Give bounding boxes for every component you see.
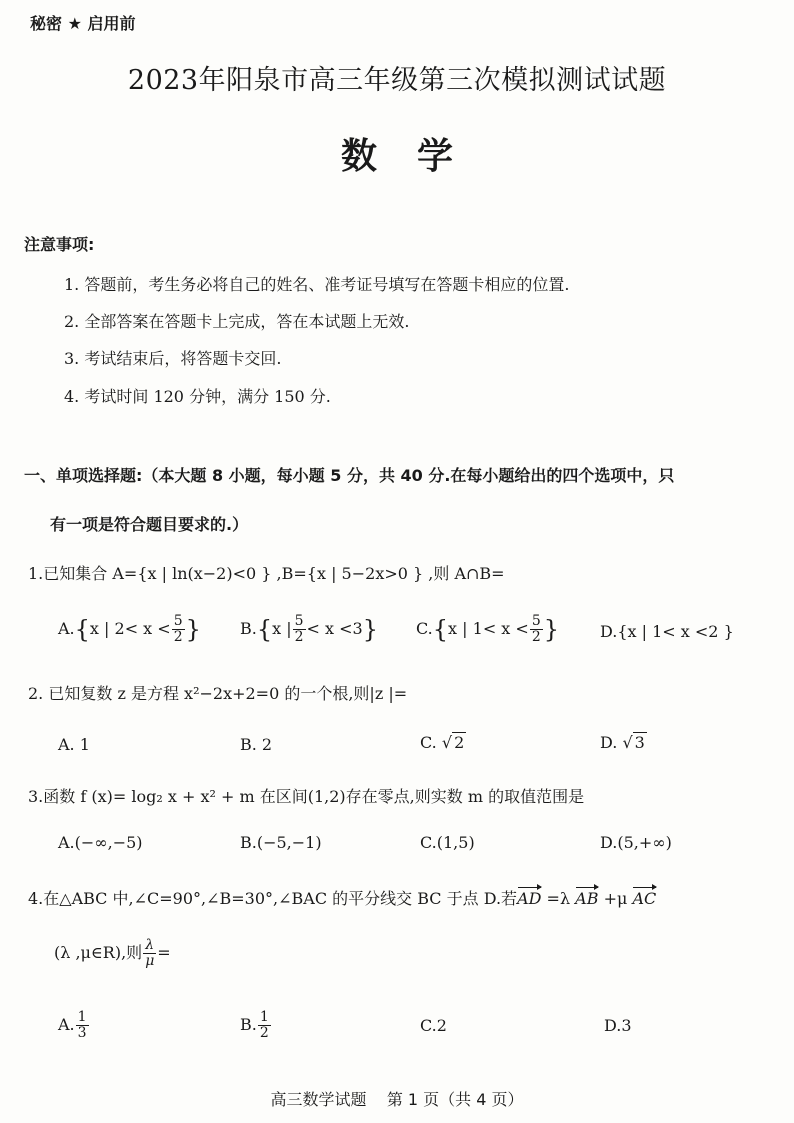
option-text: x | [272, 619, 292, 638]
q4-option-c: C.2 [420, 1016, 447, 1035]
fraction: $\frac{5}{2}$ [531, 613, 541, 645]
q2-option-c: C. √ 2 [420, 733, 465, 752]
secret-label: 秘密 ★ 启用前 [30, 14, 136, 33]
option-label: B. [240, 619, 257, 638]
option-text: x | 1< x < [448, 619, 529, 638]
q2-option-a: A. 1 [58, 735, 90, 754]
vector-ac: AC [632, 889, 657, 908]
q3-option-a: A.(−∞,−5) [58, 833, 143, 852]
notice-item: 3. 考试结束后，将答题卡交回. [64, 349, 282, 368]
q3-option-b: B.(−5,−1) [240, 833, 322, 852]
question-2-text: 2. 已知复数 z 是方程 x²−2x+2=0 的一个根,则|z |= [28, 684, 408, 703]
notice-item: 2. 全部答案在答题卡上完成，答在本试题上无效. [64, 312, 410, 331]
exam-title: 2023年阳泉市高三年级第三次模拟测试试题 [127, 65, 667, 96]
q4-option-b: B. $\frac{1}{2}$ [240, 1009, 269, 1041]
q1-option-b: B.{x | $\frac{5}{2}$ < x <3} [240, 613, 379, 645]
section-heading: 一、单项选择题:（本大题 8 小题，每小题 5 分，共 40 分.在每小题给出的四个选项中，只 [24, 466, 675, 485]
q1-option-c: C.{x | 1< x < $\frac{5}{2}$ } [416, 613, 560, 645]
q3-option-d: D.(5,+∞) [600, 833, 672, 852]
fraction: $\frac{\lambda}{\mu}$ [145, 937, 155, 969]
notice-heading: 注意事项: [24, 235, 95, 254]
question-3-text: 3.函数 f (x)= log₂ x + x² + m 在区间(1,2)存在零点,则实数 m 的取值范围是 [28, 787, 585, 806]
vector-ad: AD [517, 889, 542, 908]
fraction: $\frac{1}{3}$ [77, 1009, 87, 1041]
q4-option-a: A. $\frac{1}{3}$ [58, 1009, 87, 1041]
notice-item: 4. 考试时间 120 分钟，满分 150 分. [64, 387, 331, 406]
page-footer: 高三数学试题 第 1 页（共 4 页） [270, 1090, 524, 1109]
option-label: C. [416, 619, 433, 638]
option-text: < x <3 [306, 619, 363, 638]
sqrt: √ 3 [622, 733, 645, 752]
q2-option-d: D. √ 3 [600, 733, 645, 752]
notice-item: 1. 答题前，考生务必将自己的姓名、准考证号填写在答题卡相应的位置. [64, 275, 570, 294]
question-4-line2: (λ ,μ∈R),则 $\frac{\lambda}{\mu}$ = [54, 937, 171, 969]
sqrt: √ 2 [441, 733, 465, 752]
option-text: {x | 1< x <2 } [617, 622, 734, 641]
question-4-text: 4.在△ABC 中,∠C=90°,∠B=30°,∠BAC 的平分线交 BC 于点 D.若AD =λ AB +μ AC [28, 889, 657, 908]
q4-option-d: D.3 [604, 1016, 632, 1035]
q1-option-d [600, 622, 734, 641]
q3-option-c: C.(1,5) [420, 833, 475, 852]
question-1-text: 1.已知集合 A={x | ln(x−2)<0 } ,B={x | 5−2x>0 } ,则 A∩B= [28, 564, 505, 583]
section-heading-cont: 有一项是符合题目要求的.） [50, 515, 249, 534]
q2-option-b: B. 2 [240, 735, 273, 754]
fraction: $\frac{5}{2}$ [173, 613, 183, 645]
fraction: $\frac{1}{2}$ [259, 1009, 269, 1041]
option-label: A. [58, 619, 75, 638]
subject-title: 数学 [340, 135, 493, 177]
q1-option-a: A.{x | 2< x < $\frac{5}{2}$ } [58, 613, 201, 645]
vector-ab: AB [575, 889, 599, 908]
option-label: D. [600, 622, 618, 641]
fraction: $\frac{5}{2}$ [294, 613, 304, 645]
option-text: x | 2< x < [89, 619, 171, 638]
